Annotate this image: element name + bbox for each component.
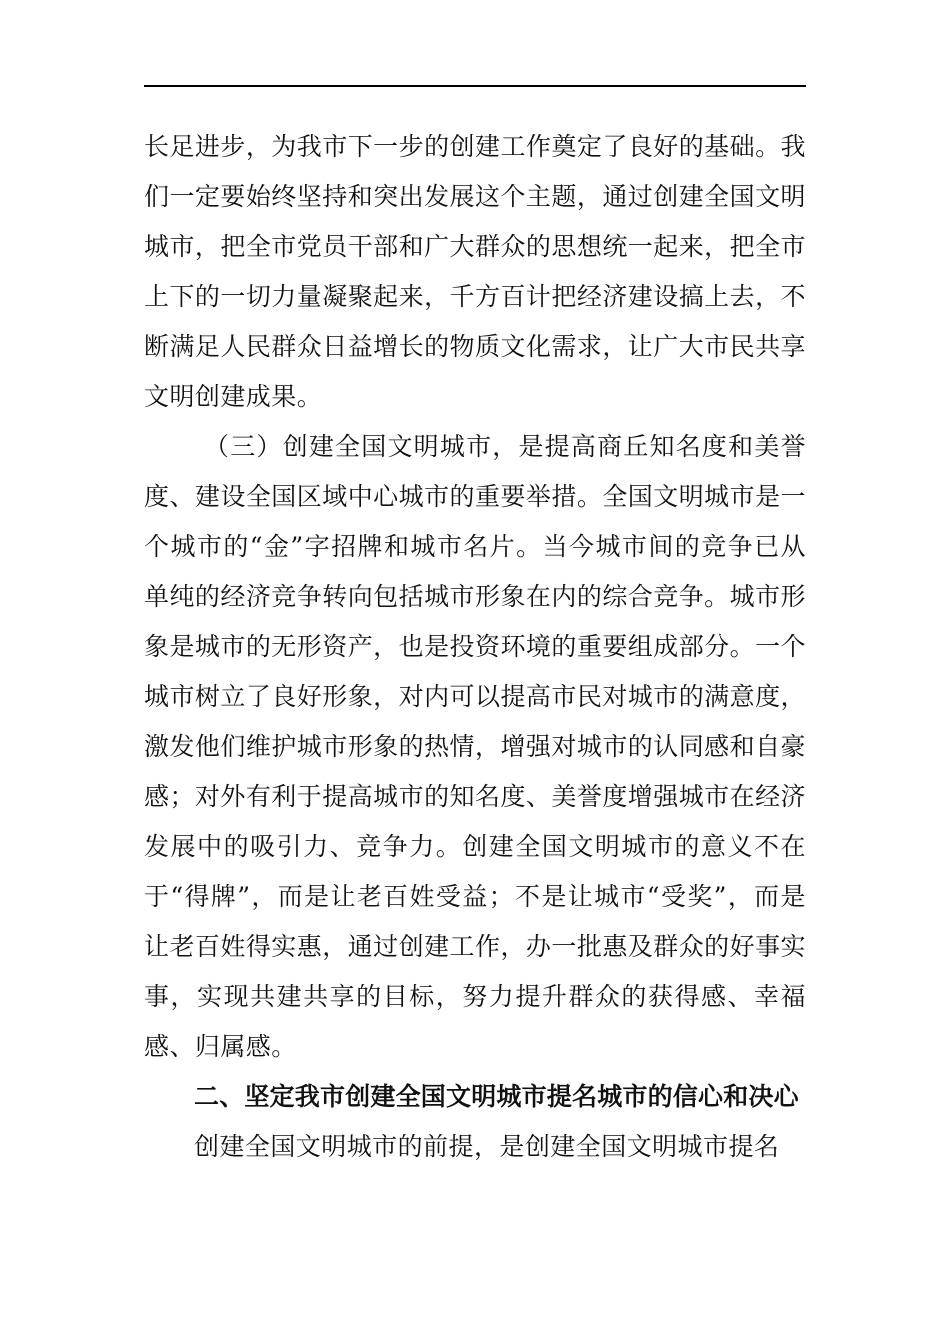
- paragraph-section-two-start: 创建全国文明城市的前提，是创建全国文明城市提名: [194, 1132, 780, 1161]
- document-body: [144, 122, 806, 1172]
- paragraph-continuation: 长足进步，为我市下一步的创建工作奠定了良好的基础。我们一定要始终坚持和突出发展这个主题，通过创建全国文明城市，把全市党员干部和广大群众的思想统一起来，把全市上下的一切力量凝聚起来，千方百计把经济建设搞上去，不断满足人民群众日益增长的物质文化需求，让广大市民共享文明创建成果。: [144, 132, 806, 411]
- header-rule: [144, 85, 806, 87]
- paragraph-body: 全国文明城市是一个城市的“金”字招牌和城市名片。当今城市间的竞争已从单纯的经济竞争转向包括城市形象在内的综合竞争。城市形象是城市的无形资产，也是投资环境的重要组成部分。一个城市树立了良好形象，对内可以提高市民对城市的满意度，激发他们维护城市形象的热情，增强对城市的认同感和自豪感；对外有利于提高城市的知名度、美誉度增强城市在经济发展中的吸引力、竞争力。创建全国文明城市的意义不在于“得牌”，而是让老百姓受益；不是让城市“受奖”，而是让老百姓得实惠，通过创建工作，办一批惠及群众的好事实事，实现共建共享的目标，努力提升群众的获得感、幸福感、归属感。: [144, 482, 806, 1061]
- section-heading: 二、坚定我市创建全国文明城市提名城市的信心和决心: [194, 1082, 799, 1111]
- paragraph-civilized-city-reputation: [144, 422, 806, 1072]
- subsection-heading: （三）创建全国文明城市，是提高商丘知名度和美誉度、建设全国区域中心城市的重要举措。: [144, 432, 806, 511]
